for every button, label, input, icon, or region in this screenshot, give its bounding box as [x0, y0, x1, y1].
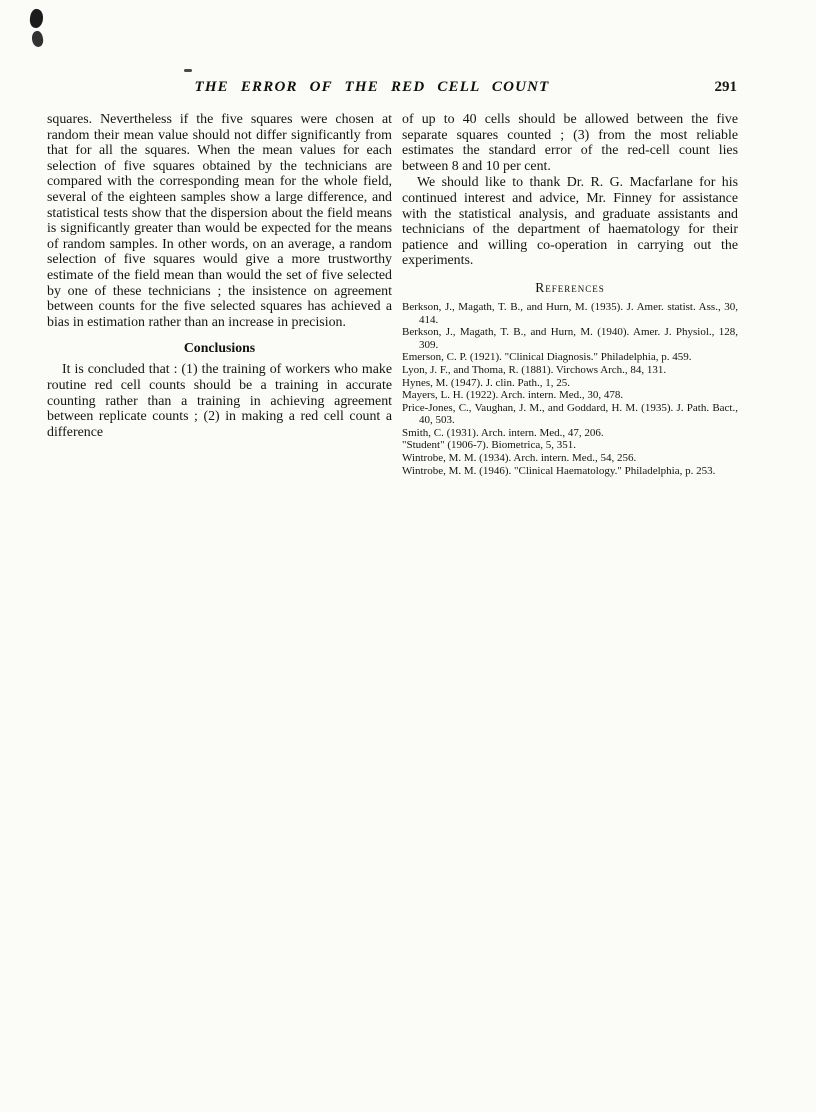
reference-item: Wintrobe, M. M. (1946). "Clinical Haematology." Philadelphia, p. 253. [402, 464, 716, 477]
right-column [402, 112, 738, 477]
references-heading: References [535, 279, 605, 295]
reference-item: Price-Jones, C., Vaughan, J. M., and Goddard, H. M. (1935). J. Path. Bact., 40, 503. [402, 401, 738, 427]
scan-artifact-dash [184, 69, 192, 72]
body-paragraph-continuation: of up to 40 cells should be allowed between the five separate squares counted ; (3) from the most reliable estimates the standard error of the red-cell count lies between 8 and 10 per cent. [402, 112, 738, 174]
scan-artifact-mark [29, 8, 45, 29]
conclusions-paragraph: It is concluded that : (1) the training of workers who make routine red cell counts should be a training in accurate counting rather than a training in achieving agreement between replicate counts ; (2) in making a red cell count a difference [47, 362, 392, 440]
conclusions-heading: Conclusions [183, 340, 256, 356]
reference-item: Lyon, J. F., and Thoma, R. (1881). Virchows Arch., 84, 131. [402, 363, 667, 376]
reference-item: Berkson, J., Magath, T. B., and Hurn, M. (1935). J. Amer. statist. Ass., 30, 414. [402, 300, 738, 326]
page-number: 291 [714, 79, 737, 95]
references-list [402, 301, 738, 477]
reference-item: Emerson, C. P. (1921). "Clinical Diagnosis." Philadelphia, p. 459. [402, 351, 692, 364]
reference-item: "Student" (1906-7). Biometrica, 5, 351. [402, 439, 576, 452]
reference-item: Berkson, J., Magath, T. B., and Hurn, M. (1940). Amer. J. Physiol., 128, 309. [402, 326, 738, 351]
reference-item: Wintrobe, M. M. (1934). Arch. intern. Med., 54, 256. [402, 452, 637, 465]
reference-item: Hynes, M. (1947). J. clin. Path., 1, 25. [402, 376, 571, 389]
two-column-body [47, 112, 738, 477]
reference-item: Mayers, L. H. (1922). Arch. intern. Med., 30, 478. [402, 389, 624, 402]
body-paragraph-continuation: squares. Nevertheless if the five squares were chosen at random their mean value should not differ significantly from that for all the squares. When the mean values for each selection of five squares obtained by the technicians are compared with the corresponding mean for the whole field, several of the eighteen samples show a large difference, and statistical tests show that the dispersion about the field means is significantly greater than would be expected for the means of random samples. In other words, on an average, a random selection of five squares would give a more trustworthy estimate of the field mean than would the set of five selected by one of these technicians ; the insistence on agreement between counts for the five selected squares has achieved a bias in estimation rather than an increase in precision. [47, 112, 392, 330]
page-header [47, 79, 737, 96]
left-column [47, 112, 392, 477]
scan-artifact-mark [31, 30, 45, 48]
running-title: THE ERROR OF THE RED CELL COUNT [194, 79, 550, 95]
reference-item: Smith, C. (1931). Arch. intern. Med., 47, 206. [402, 426, 604, 439]
acknowledgement-paragraph: We should like to thank Dr. R. G. Macfarlane for his continued interest and advice, Mr. Finney for assistance with the statistical analysis, and graduate assistants and technicians of the department of haematology for their patience and willing co-operation in carrying out the experiments. [402, 175, 738, 269]
